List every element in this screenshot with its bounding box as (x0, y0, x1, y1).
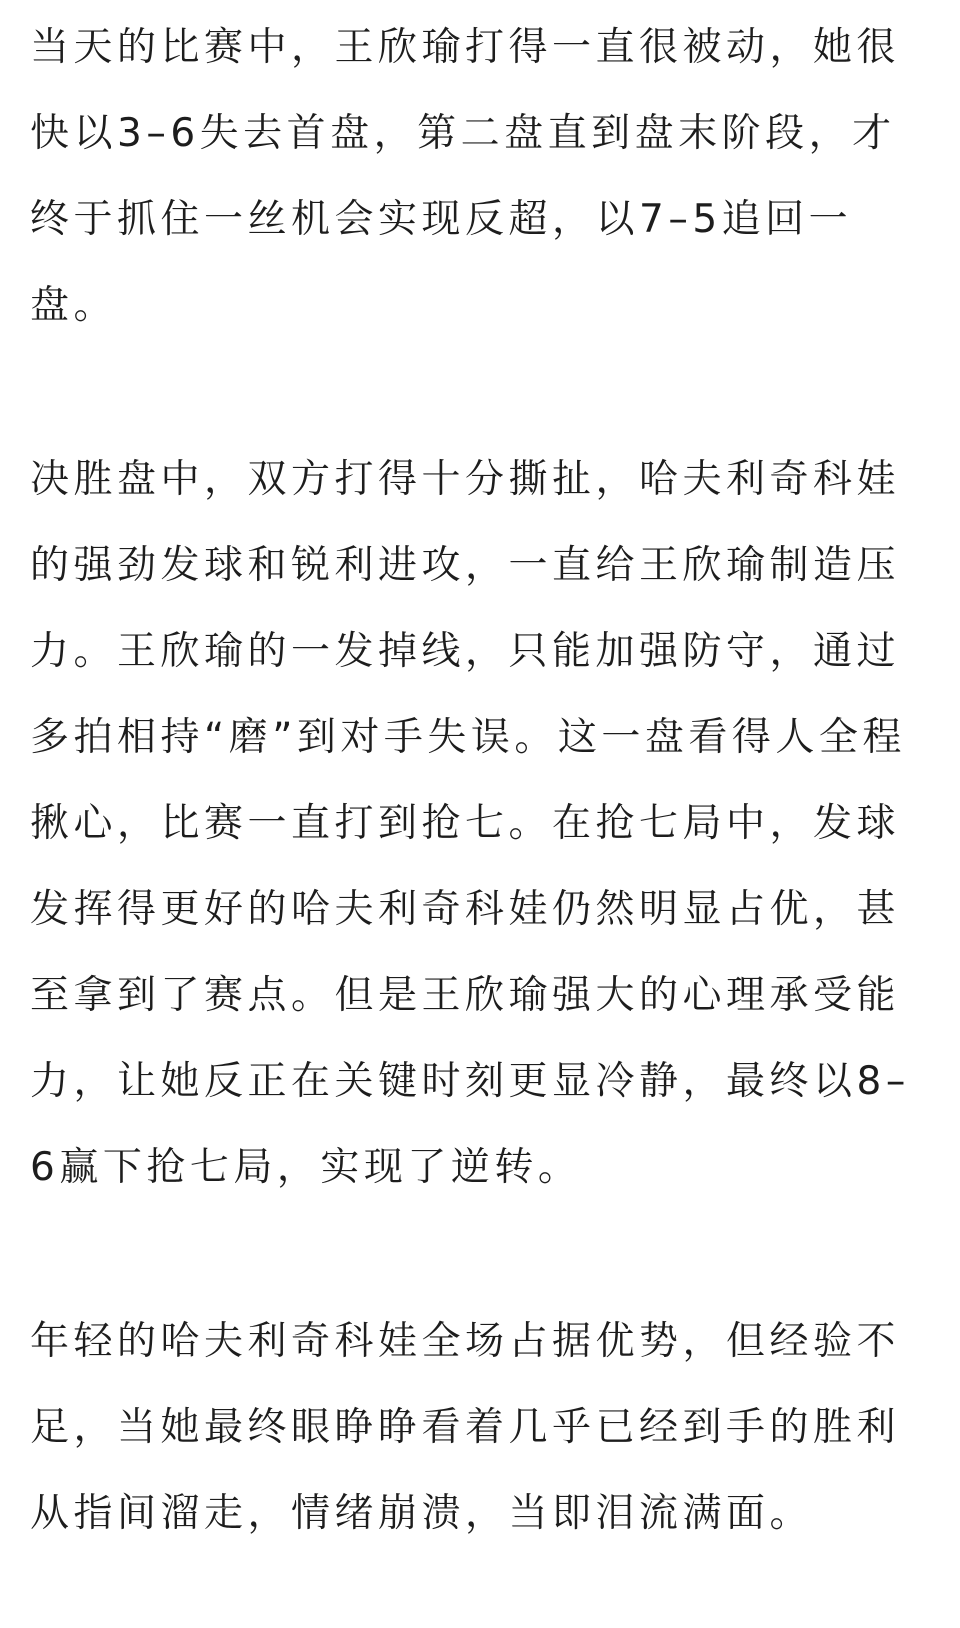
paragraph-2-line-4: 多拍相持“磨”到对手失误。这一盘看得人全程 (30, 715, 906, 760)
paragraph-2-line-2: 的强劲发球和锐利进攻，一直给王欣瑜制造压 (30, 543, 901, 588)
paragraph-1-line-3: 终于抓住一丝机会实现反超，以7–5追回一 (30, 197, 853, 242)
paragraph-3-line-2: 足，当她最终眼睁睁看着几乎已经到手的胜利 (30, 1405, 901, 1450)
paragraph-2-line-6: 发挥得更好的哈夫利奇科娃仍然明显占优，甚 (30, 887, 901, 932)
paragraph-2-line-5: 揪心，比赛一直打到抢七。在抢七局中，发球 (30, 801, 901, 846)
paragraph-2-line-8: 力，让她反正在关键时刻更显冷静，最终以8– (30, 1059, 910, 1104)
paragraph-3-line-1: 年轻的哈夫利奇科娃全场占据优势，但经验不 (30, 1319, 901, 1364)
paragraph-2-line-1: 决胜盘中，双方打得十分撕扯，哈夫利奇科娃 (30, 457, 901, 502)
paragraph-2-line-9: 6赢下抢七局，实现了逆转。 (30, 1145, 582, 1190)
paragraph-2-line-7: 至拿到了赛点。但是王欣瑜强大的心理承受能 (30, 973, 901, 1018)
paragraph-3-line-3: 从指间溜走，情绪崩溃，当即泪流满面。 (30, 1491, 814, 1536)
paragraph-1-line-2: 快以3–6失去首盘，第二盘直到盘末阶段，才 (30, 111, 896, 156)
paragraph-2-line-3: 力。王欣瑜的一发掉线，只能加强防守，通过 (30, 629, 901, 674)
paragraph-1-line-1: 当天的比赛中，王欣瑜打得一直很被动，她很 (30, 25, 901, 70)
paragraph-1-line-4: 盘。 (30, 283, 118, 328)
